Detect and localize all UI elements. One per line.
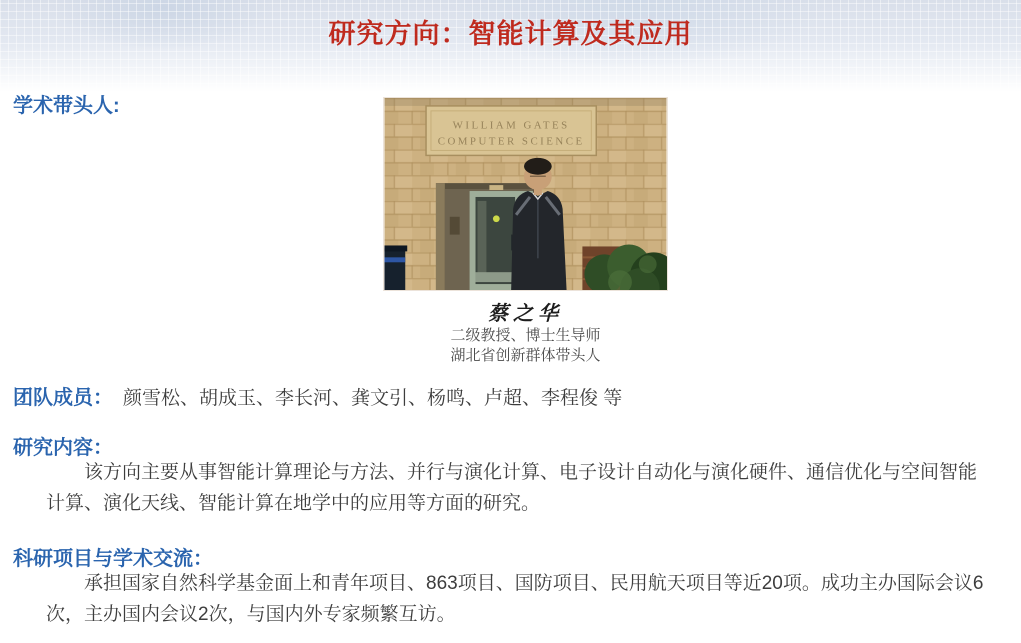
door-sticker [493, 215, 500, 222]
research-heading: 研究内容： [13, 437, 113, 459]
leader-title-2: 湖北省创新群体带头人 [450, 347, 601, 364]
team-members: 颜雪松、胡成玉、李长河、龚文引、杨鸣、卢超、李程俊 等 [123, 388, 623, 409]
research-body: 该方向主要从事智能计算理论与方法、并行与演化计算、电子设计自动化与演化硬件、通信优化与空间智能计算、演化天线、智能计算在地学中的应用等方面的研究。 [46, 462, 978, 514]
team-heading: 团队成员： [13, 387, 113, 409]
team-row [13, 381, 1003, 410]
sign-line2: COMPUTER SCIENCE [437, 135, 585, 148]
leader-heading: 学术带头人: [13, 95, 120, 117]
top-banner [0, 0, 1021, 92]
leader-photo-figure [383, 97, 668, 366]
page-title: 研究方向：智能计算及其应用 [328, 19, 693, 49]
projects-body: 承担国家自然科学基金面上和青年项目、863项目、国防项目、民用航天项目等近20项。成功主办国际会议6次，主办国内会议2次，与国内外专家频繁互访。 [46, 573, 984, 625]
leader-name: 蔡之华 [488, 301, 563, 325]
trash-bin [384, 245, 407, 290]
projects-heading: 科研项目与学术交流： [13, 548, 213, 570]
building-photo [383, 97, 668, 291]
sign-line1: WILLIAM GATES [452, 119, 570, 132]
building-sign [426, 106, 596, 155]
leader-title-1: 二级教授、博士生导师 [450, 327, 601, 344]
